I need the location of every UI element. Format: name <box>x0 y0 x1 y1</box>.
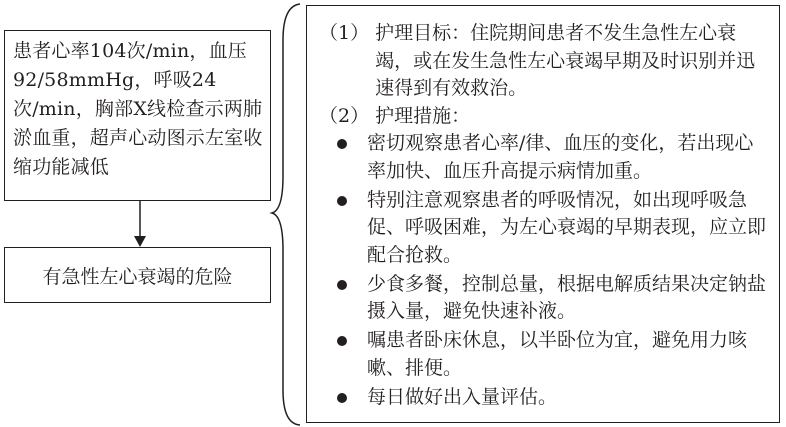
measure-item-text: 少食多餐，控制总量，根据电解质结果决定钠盐摄入量，避免快速补液。 <box>367 272 767 322</box>
nursing-diagnosis-box <box>4 247 271 303</box>
bullet-dot-icon <box>337 280 347 290</box>
nursing-measures-list <box>319 130 771 411</box>
nursing-goal-number: （1） <box>319 22 370 44</box>
plan-brace <box>272 4 300 425</box>
measure-item <box>337 130 771 185</box>
bullet-dot-icon <box>337 393 347 403</box>
nursing-goal-text: 护理目标：住院期间患者不发生急性左心衰竭，或在发生急性左心衰竭早期及时识别并迅速得到有效救治。 <box>375 22 756 99</box>
measure-item <box>337 327 771 382</box>
flow-arrow-head <box>134 236 146 247</box>
nursing-measures-title: 护理措施： <box>375 104 471 127</box>
measure-item-text: 密切观察患者心率/律、血压的变化，若出现心率加快、血压升高提示病情加重。 <box>367 132 754 182</box>
measure-item <box>337 271 771 326</box>
measure-item-text: 特别注意观察患者的呼吸情况，如出现呼吸急促、呼吸困难，为左心衰竭的早期表现，应立即配合抢救。 <box>367 188 767 266</box>
measure-item-text: 每日做好出入量评估。 <box>367 385 558 408</box>
measure-item <box>337 384 771 412</box>
bullet-dot-icon <box>337 196 347 206</box>
nursing-plan-box <box>306 5 780 423</box>
bullet-dot-icon <box>337 139 347 149</box>
nursing-measures-heading <box>319 103 771 131</box>
bullet-dot-icon <box>337 336 347 346</box>
measure-item-text: 嘱患者卧床休息，以半卧位为宜，避免用力咳嗽、排便。 <box>367 329 748 379</box>
assessment-box <box>4 30 271 201</box>
assessment-text: 患者心率104次/min，血压92/58mmHg，呼吸24次/min，胸部X线检查示两肺淤血重，超声心动图示左室收缩功能减低 <box>13 40 263 178</box>
measure-item <box>337 187 771 270</box>
nursing-diagnosis-text: 有急性左心衰竭的危险 <box>42 265 233 288</box>
nursing-measures-number: （2） <box>319 104 370 127</box>
nursing-goal-section <box>319 20 771 103</box>
